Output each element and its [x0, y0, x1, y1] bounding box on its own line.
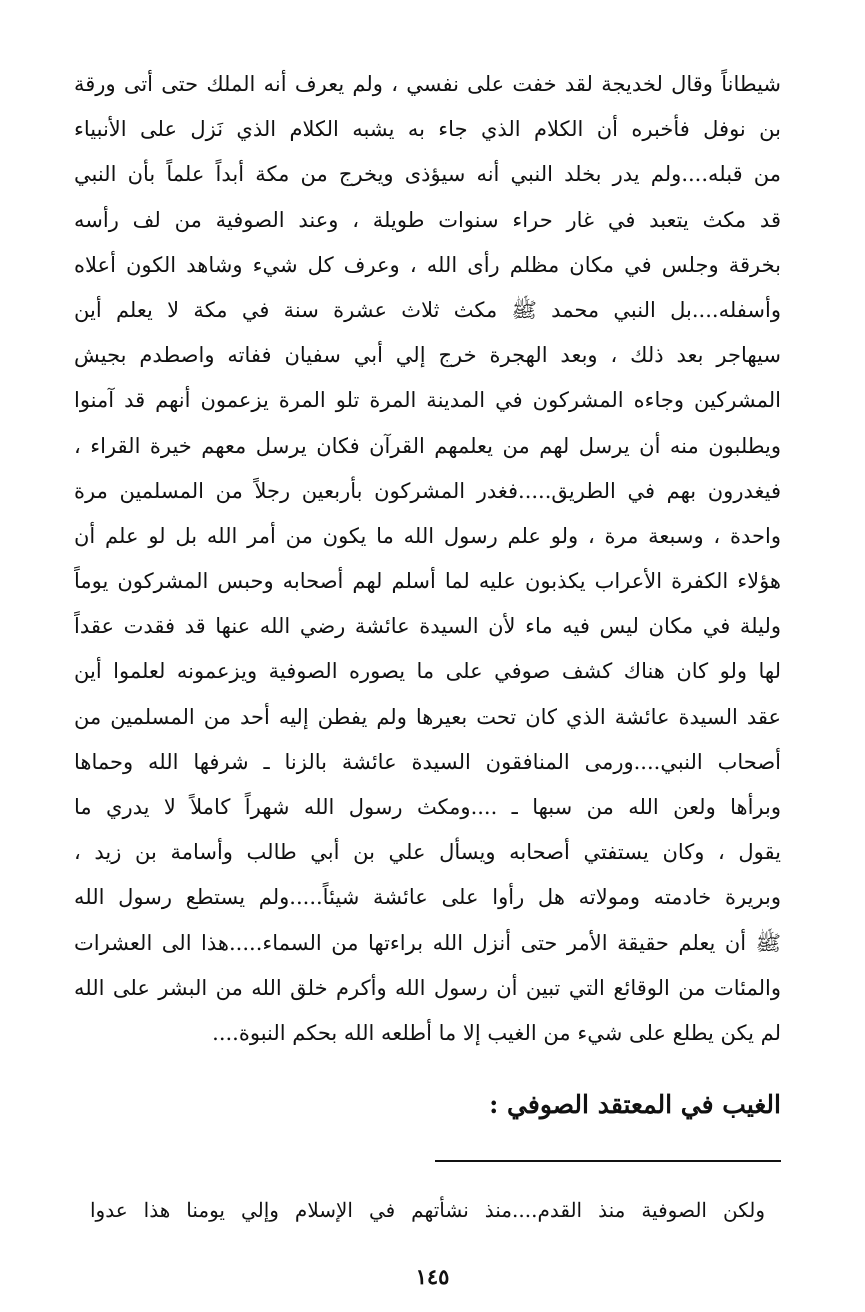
body-line: وأسفله....بل النبي محمد ﷺ مكث ثلاث عشرة سنة في مكة لا يعلم أين [74, 297, 781, 322]
body-line: قد مكث يتعبد في غار حراء سنوات طويلة ، وعند الصوفية من لف رأسه [74, 207, 781, 232]
body-line: ﷺ أن يعلم حقيقة الأمر حتى أنزل الله براءتها من السماء.....هذا الى العشرات [74, 930, 781, 955]
section-heading: الغيب في المعتقد الصوفي : [489, 1090, 781, 1119]
body-line: أصحاب النبي....ورمى المنافقون السيدة عائشة بالزنا ـ شرفها الله وحماها [74, 749, 781, 774]
body-line: وليلة في مكان ليس فيه ماء لأن السيدة عائشة رضي الله عنها قد فقدت عقداً [74, 614, 781, 639]
body-text [74, 62, 781, 1056]
body-line: وبريرة خادمته ومولاته هل رأوا على عائشة شيئاً.....ولم يستطع رسول الله [74, 885, 781, 910]
body-line: هؤلاء الكفرة الأعراب يكذبون عليه لما أسلم لهم أصحابه وحبس المشركون يوماً [74, 569, 781, 594]
body-line: بخرقة وجلس في مكان مظلم رأى الله ، وعرف كل شيء وشاهد الكون أعلاه [74, 252, 781, 277]
body-line: ويطلبون منه أن يرسل لهم من يعلمهم القرآن فكان يرسل معهم خيرة القراء ، [74, 433, 781, 458]
body-line: فيغدرون بهم في الطريق.....فغدر المشركون بأربعين رجلاً من المسلمين مرة [74, 478, 781, 503]
body-line: والمئات من الوقائع التي تبين أن رسول الله وأكرم خلق الله من البشر على الله [74, 975, 781, 1000]
body-line: وبرأها ولعن الله من سبها ـ ....ومكث رسول الله شهراً كاملاً لا يدري ما [74, 795, 781, 819]
body-line: لم يكن يطلع على شيء من الغيب إلا ما أطلعه الله بحكم النبوة.... [212, 1020, 781, 1045]
body-line: سيهاجر بعد ذلك ، وبعد الهجرة خرج إلي أبي سفيان ففاته واصطدم بجيش [74, 343, 781, 368]
body-line: من قبله....ولم يدر بخلد النبي أنه سيؤذى ويخرج من مكة أبداً علماً بأن النبي [74, 162, 781, 187]
body-line: يقول ، وكان يستفتي أصحابه ويسأل علي بن أبي طالب وأسامة بن زيد ، [74, 840, 781, 865]
body-line: بن نوفل فأخبره أن الكلام الذي جاء به يشبه الكلام الذي نَزل على الأنبياء [74, 117, 781, 142]
footnote-divider [435, 1160, 781, 1162]
body-line: عقد السيدة عائشة الذي كان تحت بعيرها ولم يفطن إليه أحد من المسلمين من [74, 704, 781, 729]
body-line: لها ولو كان هناك كشف صوفي على ما يصوره الصوفية ويزعمونه لعلموا أين [74, 659, 781, 684]
body-line: شيطاناً وقال لخديجة لقد خفت على نفسي ، ولم يعرف أنه الملك حتى أتى ورقة [74, 72, 781, 96]
footnote-text: ولكن الصوفية منذ القدم....منذ نشأتهم في الإسلام وإلي يومنا هذا عدوا [90, 1198, 765, 1222]
page-number: ١٤٥ [415, 1264, 450, 1289]
body-line: المشركين وجاءه المشركون في المدينة المرة تلو المرة يزعمون أنهم قد آمنوا [74, 388, 781, 413]
body-line: واحدة ، وسبعة مرة ، ولو علم رسول الله ما يكون من أمر الله بل لو علم أن [74, 523, 781, 548]
